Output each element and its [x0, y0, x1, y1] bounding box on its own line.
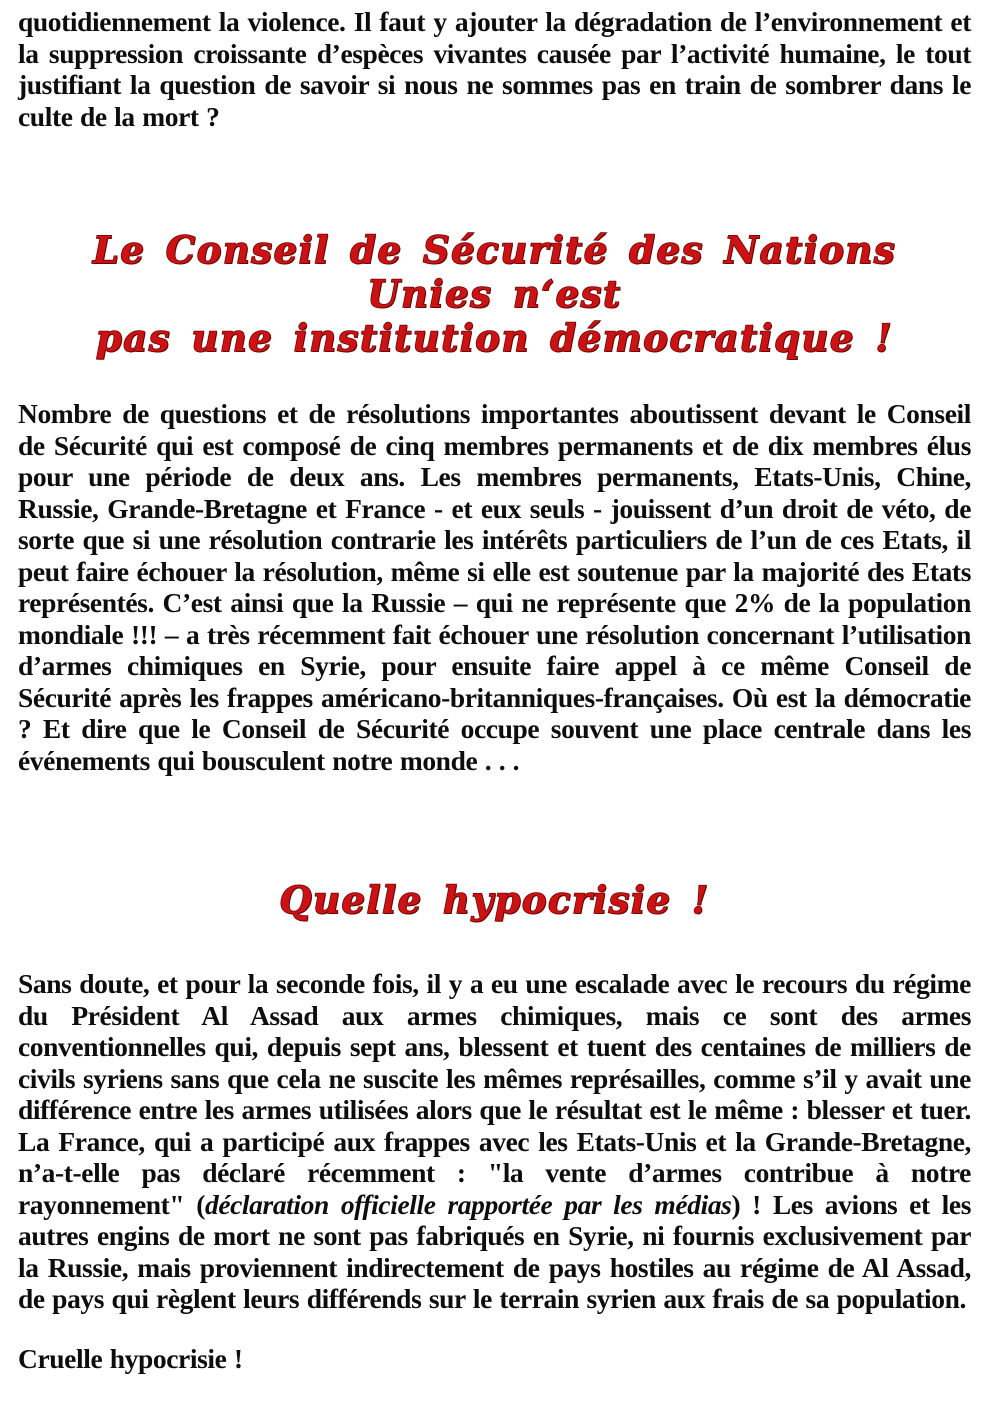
paragraph-security-council: Nombre de questions et de résolutions importantes aboutissent devant le Conseil de Sécurité qui est composé de cinq membres permanents et de dix membres élus pour une période de deux ans. Les membres permanents, Etats-Unis, Chine, Russie, Grande-Bretagne et France - et eux seuls - jouissent d’un droit de véto, de sorte que si une résolution contrarie les intérêts particuliers de l’un de ces Etats, il peut faire échouer la résolution, même si elle est soutenue par la majorité des Etats représentés. C’est ainsi que la Russie – qui ne représente que 2% de la population mondiale !!! – a très récemment fait échouer une résolution concernant l’utilisation d’armes chimiques en Syrie, pour ensuite faire appel à ce même Conseil de Sécurité après les frappes américano-britanniques-françaises. Où est la démocratie ? Et dire que le Conseil de Sécurité occupe souvent une place centrale dans les événements qui bousculent notre monde . . . — [18, 398, 971, 776]
paragraph-intro: quotidiennement la violence. Il faut y ajouter la dégradation de l’environnement et la suppression croissante d’espèces vivantes causée par l’activité humaine, le tout justifiant la question de savoir si nous ne sommes pas en train de sombrer dans le culte de la mort ? — [18, 6, 971, 132]
heading-security-council-line-2: pas une institution démocratique ! — [95, 316, 894, 360]
heading-security-council-line-1: Le Conseil de Sécurité des Nations Unies n‘est — [92, 228, 897, 316]
heading-hypocrisy: Quelle hypocrisie ! — [279, 878, 710, 922]
heading-security-council — [24, 228, 965, 360]
paragraph-hypocrisy-italic-citation: déclaration officielle rapportée par les médias — [204, 1188, 732, 1220]
paragraph-hypocrisy-text-start: Sans doute, et pour la seconde fois, il y a eu une escalade avec le recours du régime du Président Al Assad aux armes chimiques, mais ce sont des armes conventionnelles qui, depuis sept ans, blessent et tuent des centaines de milliers de civils syriens sans que cela ne suscite les mêmes représailles, comme s’il y avait une différence entre les armes utilisées alors que le résultat est le même : blesser et tuer. La France, qui a participé aux frappes avec les Etats-Unis et la Grande-Bretagne, n’a-t-elle pas déclaré récemment : "la vente d’armes contribue à notre rayonnement" ( — [18, 968, 971, 1220]
paragraph-hypocrisy — [18, 968, 971, 1315]
closing-exclamation: Cruelle hypocrisie ! — [18, 1342, 243, 1374]
paragraph-hypocrisy-text-end: ) ! Les avions et les autres engins de mort ne sont pas fabriqués en Syrie, ni fournis exclusivement par la Russie, mais proviennent indirectement de pays hostiles au régime de Al Assad, de pays qui règlent leurs différends sur le terrain syrien aux frais de sa population. — [18, 1188, 972, 1314]
